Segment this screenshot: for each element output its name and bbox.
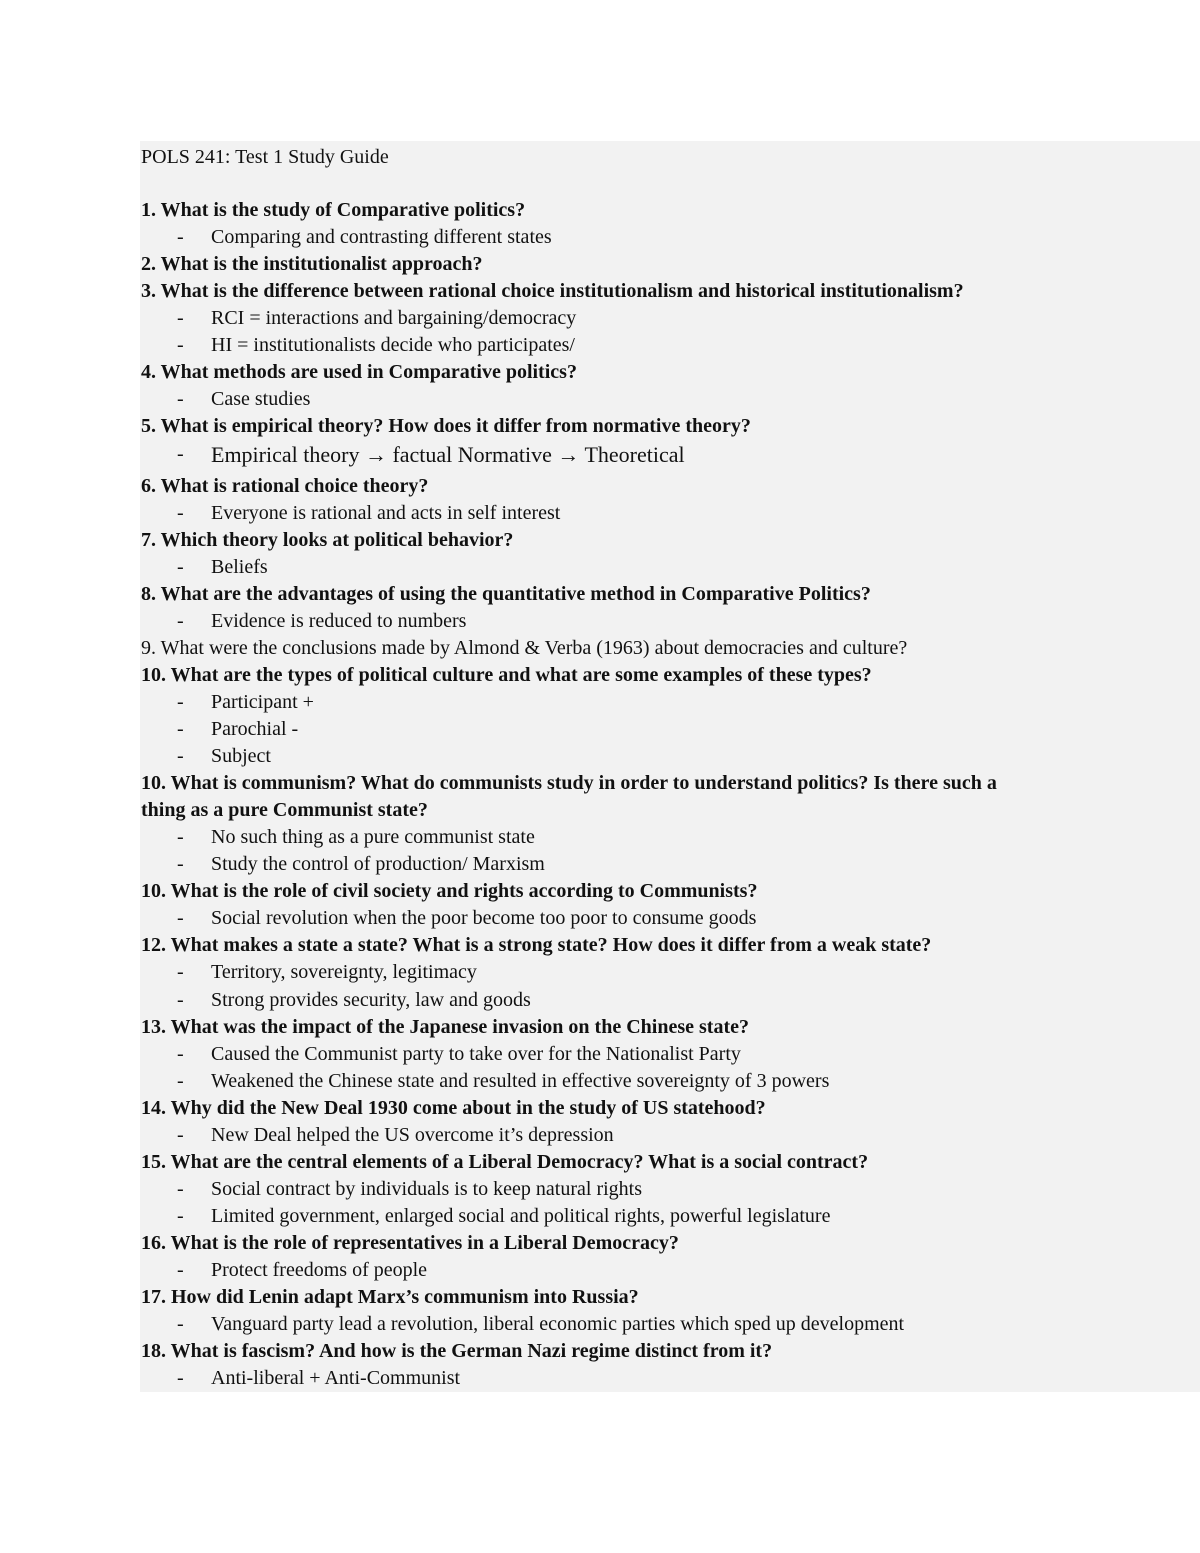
question-line: thing as a pure Communist state? [141,799,428,822]
question-line: 8. What are the advantages of using the quantitative method in Comparative Politics? [141,582,871,605]
bullet-dash: - [177,1367,184,1390]
bullet-dash: - [177,226,184,249]
answer-text: Social contract by individuals is to keep natural rights [211,1177,643,1200]
bullet-dash: - [177,745,184,767]
answer-text: Everyone is rational and acts in self interest [211,501,561,524]
answer-text: New Deal helped the US overcome it’s depression [211,1123,614,1146]
question-line: 2. What is the institutionalist approach? [141,253,483,276]
question-line: 12. What makes a state a state? What is a strong state? How does it differ from a weak state? [141,934,932,957]
bullet-dash: - [177,1313,184,1335]
bullet-dash: - [177,718,184,740]
question-line: 1. What is the study of Comparative politics? [141,199,526,221]
answer-text: Study the control of production/ Marxism [211,853,545,876]
bullet-dash: - [177,1177,184,1200]
answer-text: Strong provides security, law and goods [211,988,531,1011]
question-line: 10. What are the types of political culture and what are some examples of these types? [141,663,872,686]
answer-text: RCI = interactions and bargaining/democracy [211,307,577,330]
bullet-dash: - [177,961,184,984]
answer-text: Empirical theory → factual Normative → Theoretical [211,441,685,467]
answer-text: No such thing as a pure communist state [211,826,535,849]
bullet-dash: - [177,853,184,876]
answer-text: Protect freedoms of people [211,1259,428,1281]
answer-text: Parochial - [211,718,299,740]
question-line: 4. What methods are used in Comparative politics? [141,361,577,384]
question-line: 15. What are the central elements of a Liberal Democracy? What is a social contract? [141,1150,869,1173]
question-line: 10. What is the role of civil society and rights according to Communists? [141,880,758,903]
question-line: 16. What is the role of representatives in a Liberal Democracy? [141,1231,679,1254]
answer-text: Participant + [211,690,314,713]
answer-text: Subject [211,745,271,767]
bullet-dash: - [177,1123,184,1146]
bullet-dash: - [177,307,184,330]
question-line: 9. What were the conclusions made by Almond & Verba (1963) about democracies and culture? [141,636,908,659]
answer-text: Evidence is reduced to numbers [211,609,467,632]
bullet-dash: - [177,988,184,1011]
question-line: 14. Why did the New Deal 1930 come about in the study of US statehood? [141,1096,766,1119]
bullet-dash: - [177,1042,184,1065]
bullet-dash: - [177,1204,184,1227]
answer-text: HI = institutionalists decide who participates/ [211,334,575,357]
bullet-dash: - [177,1069,184,1092]
answer-text: Beliefs [211,555,268,578]
bullet-dash: - [177,907,184,930]
bullet-dash: - [177,501,184,524]
answer-text: Case studies [211,388,311,411]
answer-text: Vanguard party lead a revolution, liberal economic parties which sped up development [211,1313,905,1335]
bullet-dash: - [177,826,184,849]
question-line: 13. What was the impact of the Japanese invasion on the Chinese state? [141,1015,749,1038]
question-line: 17. How did Lenin adapt Marx’s communism into Russia? [141,1286,639,1308]
answer-text: Weakened the Chinese state and resulted in effective sovereignty of 3 powers [211,1069,830,1092]
bullet-dash: - [177,388,184,411]
bullet-dash: - [177,1259,184,1281]
bullet-dash: - [177,555,184,578]
answer-text: Anti-liberal + Anti-Communist [211,1367,461,1390]
answer-text: Territory, sovereignty, legitimacy [211,961,477,984]
question-line: 6. What is rational choice theory? [141,474,429,497]
question-line: 5. What is empirical theory? How does it differ from normative theory? [141,415,751,438]
bullet-dash: - [177,690,184,713]
question-line: 18. What is fascism? And how is the German Nazi regime distinct from it? [141,1340,773,1363]
bullet-dash: - [177,334,184,357]
question-line: 3. What is the difference between rational choice institutionalism and historical institutionalism? [141,280,964,303]
answer-text: Limited government, enlarged social and political rights, powerful legislature [211,1204,831,1227]
question-line: 7. Which theory looks at political behavior? [141,528,514,551]
bullet-dash: - [177,609,184,632]
answer-text: Comparing and contrasting different states [211,226,552,249]
answer-text: Social revolution when the poor become too poor to consume goods [211,907,757,930]
question-line: 10. What is communism? What do communists study in order to understand politics? Is there such a [141,772,997,795]
bullet-dash: - [177,442,184,465]
document-title: POLS 241: Test 1 Study Guide [141,146,389,168]
answer-text: Caused the Communist party to take over for the Nationalist Party [211,1042,741,1065]
